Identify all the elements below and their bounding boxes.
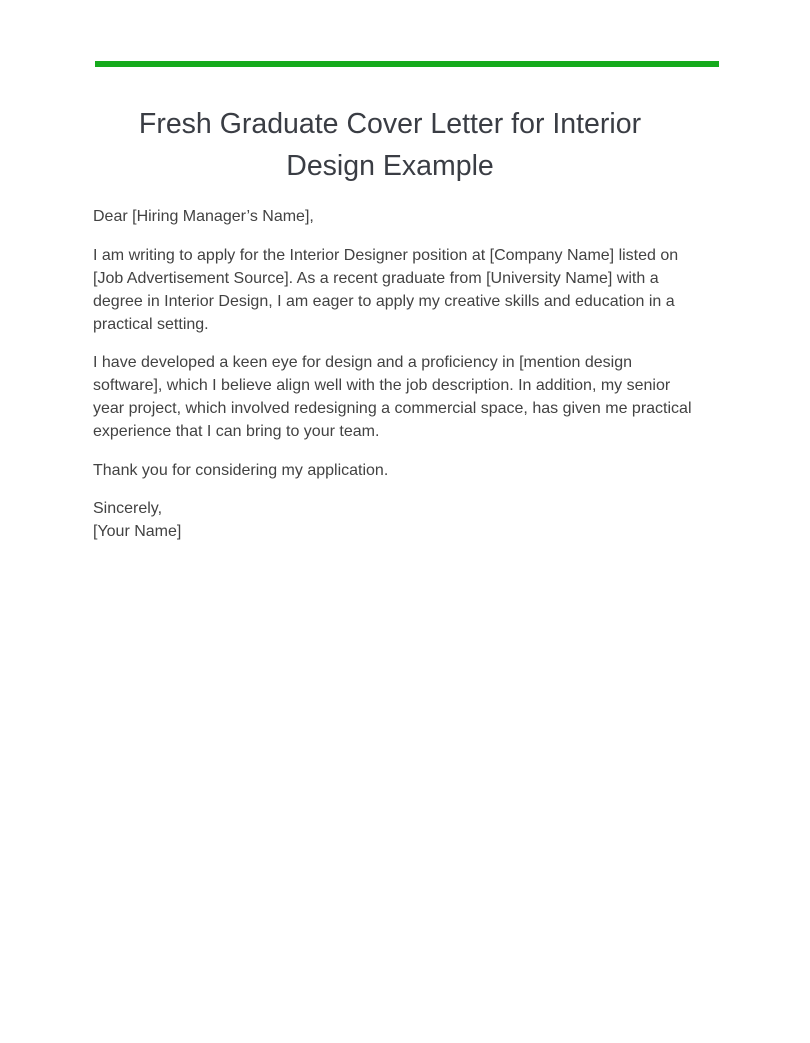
paragraph-thanks: Thank you for considering my application. xyxy=(93,461,389,479)
salutation: Dear [Hiring Manager’s Name], xyxy=(93,208,314,225)
page-title: Fresh Graduate Cover Letter for Interior Design Example xyxy=(138,108,642,182)
signature: [Your Name] xyxy=(93,523,182,540)
closing-block xyxy=(93,497,693,543)
paragraph-intro: I am writing to apply for the Interior Designer position at [Company Name] listed on [Job Advertisement Source]. As a recent graduate from [University Name] with a degree in Interior Design, I am eager to apply my creative skills and education in a practical setting. xyxy=(93,246,679,333)
closing: Sincerely, xyxy=(93,500,163,517)
paragraph-skills: I have developed a keen eye for design and a proficiency in [mention design software], which I believe align well with the job description. In addition, my senior year project, which involved redesigning a commercial space, has given me practical experience that I can bring to your team. xyxy=(93,354,692,440)
accent-bar xyxy=(95,61,719,67)
letter-body xyxy=(93,205,693,559)
